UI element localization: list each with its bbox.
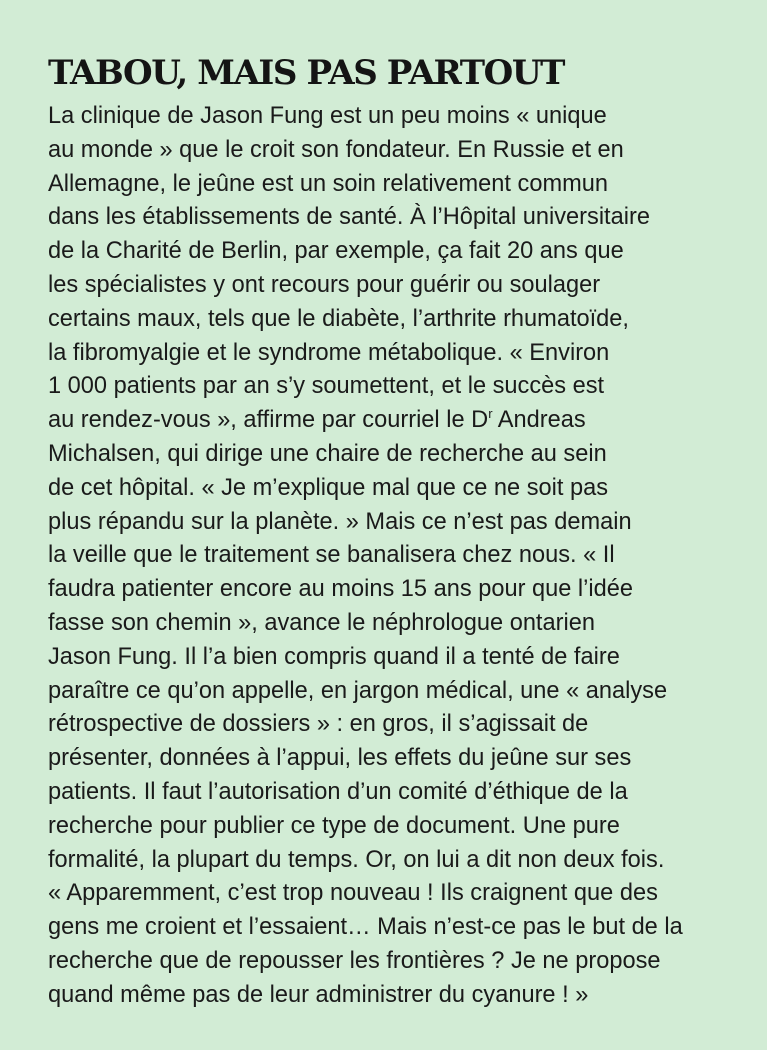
body-line: recherche pour publier ce type de document. Une pure <box>48 812 620 839</box>
body-line: « Apparemment, c’est trop nouveau ! Ils craignent que des <box>48 880 658 907</box>
body-line: paraître ce qu’on appelle, en jargon médical, une « analyse <box>48 677 668 704</box>
body-line: la veille que le traitement se banalisera chez nous. « Il <box>48 542 615 569</box>
body-line: plus répandu sur la planète. » Mais ce n’est pas demain <box>48 508 632 535</box>
body-line: au monde » que le croit son fondateur. En Russie et en <box>48 136 624 163</box>
body-line: de cet hôpital. « Je m’explique mal que ce ne soit pas <box>48 474 609 501</box>
body-line: faudra patienter encore au moins 15 ans pour que l’idée <box>48 576 633 603</box>
title-abbreviation-superscript: r <box>488 406 493 422</box>
body-line: certains maux, tels que le diabète, l’arthrite rhumatoïde, <box>48 305 629 332</box>
body-line: Jason Fung. Il l’a bien compris quand il a tenté de faire <box>48 643 620 670</box>
body-line: patients. Il faut l’autorisation d’un comité d’éthique de la <box>48 778 628 805</box>
body-line-text: au rendez-vous », affirme par courriel le D <box>48 407 489 434</box>
article-body <box>48 100 747 1013</box>
body-line: dans les établissements de santé. À l’Hôpital universitaire <box>48 204 650 231</box>
body-line <box>48 404 747 438</box>
body-line: Allemagne, le jeûne est un soin relativement commun <box>48 170 608 197</box>
body-line: 1 000 patients par an s’y soumettent, et le succès est <box>48 373 605 400</box>
article-title: TABOU, MAIS PAS PARTOUT <box>48 53 564 93</box>
body-line: La clinique de Jason Fung est un peu moins « unique <box>48 103 607 129</box>
body-line: formalité, la plupart du temps. Or, on lui a dit non deux fois. <box>48 846 665 873</box>
body-line: rétrospective de dossiers » : en gros, il s’agissait de <box>48 711 589 738</box>
body-line: de la Charité de Berlin, par exemple, ça fait 20 ans que <box>48 238 624 265</box>
body-line: présenter, données à l’appui, les effets du jeûne sur ses <box>48 745 632 772</box>
body-line: recherche que de repousser les frontières ? Je ne propose <box>48 947 661 974</box>
body-line: Michalsen, qui dirige une chaire de recherche au sein <box>48 440 607 467</box>
body-line: fasse son chemin », avance le néphrologue ontarien <box>48 609 595 636</box>
body-line-text: Andreas <box>492 407 586 434</box>
body-line: les spécialistes y ont recours pour guérir ou soulager <box>48 271 601 298</box>
body-line: gens me croient et l’essaient… Mais n’est-ce pas le but de la <box>48 914 683 941</box>
body-line: la fibromyalgie et le syndrome métabolique. « Environ <box>48 339 610 366</box>
body-line: quand même pas de leur administrer du cyanure ! » <box>48 981 589 1008</box>
